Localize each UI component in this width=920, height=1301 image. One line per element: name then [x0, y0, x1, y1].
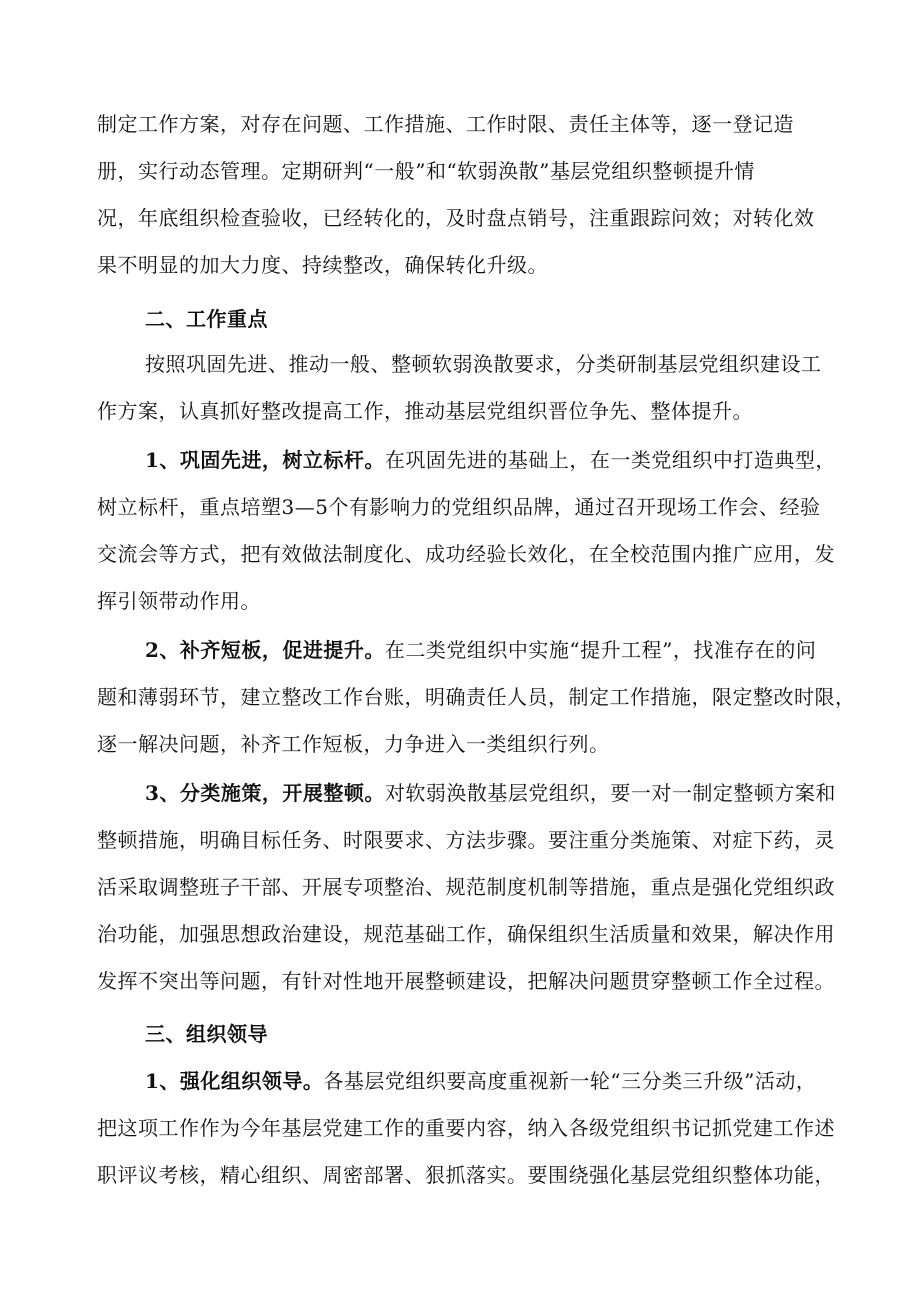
line-text: 治功能，加强思想政治建设，规范基础工作，确保组织生活质量和效果，解决作用	[97, 922, 835, 946]
line-text: 在二类党组织中实施“提升工程”，找准存在的问	[384, 638, 817, 662]
paragraph-line	[145, 344, 885, 384]
paragraph-line	[145, 773, 885, 813]
item-title: 1、强化组织领导。	[145, 1069, 324, 1093]
paragraph-line	[97, 1108, 837, 1148]
paragraph-line	[97, 487, 837, 527]
line-text: 树立标杆，重点培塑3—5个有影响力的党组织品牌，通过召开现场工作会、经验	[97, 495, 821, 519]
line-text: 按照巩固先进、推动一般、整顿软弱涣散要求，分类研制基层党组织建设工	[145, 352, 822, 376]
item-title: 3、分类施策，开展整顿。	[145, 781, 385, 805]
section-heading-2	[145, 299, 885, 339]
paragraph-line	[97, 151, 837, 191]
heading-text: 二、工作重点	[145, 307, 268, 331]
paragraph-line	[97, 534, 837, 574]
paragraph-line	[97, 724, 837, 764]
line-text: 在巩固先进的基础上，在一类党组织中打造典型，	[384, 448, 836, 472]
paragraph-line	[97, 914, 837, 954]
paragraph-line	[97, 1155, 837, 1195]
paragraph-line	[97, 391, 837, 431]
line-text: 制定工作方案，对存在问题、工作措施、工作时限、责任主体等，逐一登记造	[97, 112, 794, 136]
line-text: 各基层党组织要高度重视新一轮“三分类三升级”活动，	[323, 1069, 817, 1093]
line-text: 活采取调整班子干部、开展专项整治、规范制度机制等措施，重点是强化党组织政	[97, 875, 835, 899]
line-text: 册，实行动态管理。定期研判“一般”和“软弱涣散”基层党组织整顿提升情	[97, 159, 755, 183]
item-title: 1、巩固先进，树立标杆。	[145, 448, 385, 472]
line-text: 把这项工作作为今年基层党建工作的重要内容，纳入各级党组织书记抓党建工作述	[97, 1116, 835, 1140]
line-text: 职评议考核，精心组织、周密部署、狠抓落实。要围绕强化基层党组织整体功能，	[97, 1163, 835, 1187]
heading-text: 三、组织领导	[145, 1022, 268, 1046]
paragraph-line	[97, 961, 837, 1001]
item-title: 2、补齐短板，促进提升。	[145, 638, 385, 662]
paragraph-line	[97, 104, 837, 144]
paragraph-line	[97, 581, 837, 621]
line-text: 作方案，认真抓好整改提高工作，推动基层党组织晋位争先、整体提升。	[97, 399, 753, 423]
paragraph-line	[97, 198, 837, 238]
line-text: 发挥不突出等问题，有针对性地开展整顿建设，把解决问题贯穿整顿工作全过程。	[97, 969, 835, 993]
paragraph-line	[97, 245, 837, 285]
paragraph-line	[97, 867, 837, 907]
line-text: 逐一解决问题，补齐工作短板，力争进入一类组织行列。	[97, 732, 610, 756]
line-text: 对软弱涣散基层党组织，要一对一制定整顿方案和	[384, 781, 836, 805]
paragraph-line	[145, 630, 885, 670]
paragraph-line	[145, 1061, 885, 1101]
line-text: 整顿措施，明确目标任务、时限要求、方法步骤。要注重分类施策、对症下药，灵	[97, 828, 835, 852]
paragraph-line	[145, 440, 885, 480]
line-text: 况，年底组织检查验收，已经转化的，及时盘点销号，注重跟踪问效；对转化效	[97, 206, 815, 230]
line-text: 题和薄弱环节，建立整改工作台账，明确责任人员，制定工作措施，限定整改时限，	[97, 685, 856, 709]
section-heading-3	[145, 1014, 885, 1054]
line-text: 果不明显的加大力度、持续整改，确保转化升级。	[97, 253, 548, 277]
line-text: 挥引领带动作用。	[97, 589, 261, 613]
paragraph-line	[97, 677, 856, 717]
line-text: 交流会等方式，把有效做法制度化、成功经验长效化，在全校范围内推广应用，发	[97, 542, 835, 566]
paragraph-line	[97, 820, 837, 860]
